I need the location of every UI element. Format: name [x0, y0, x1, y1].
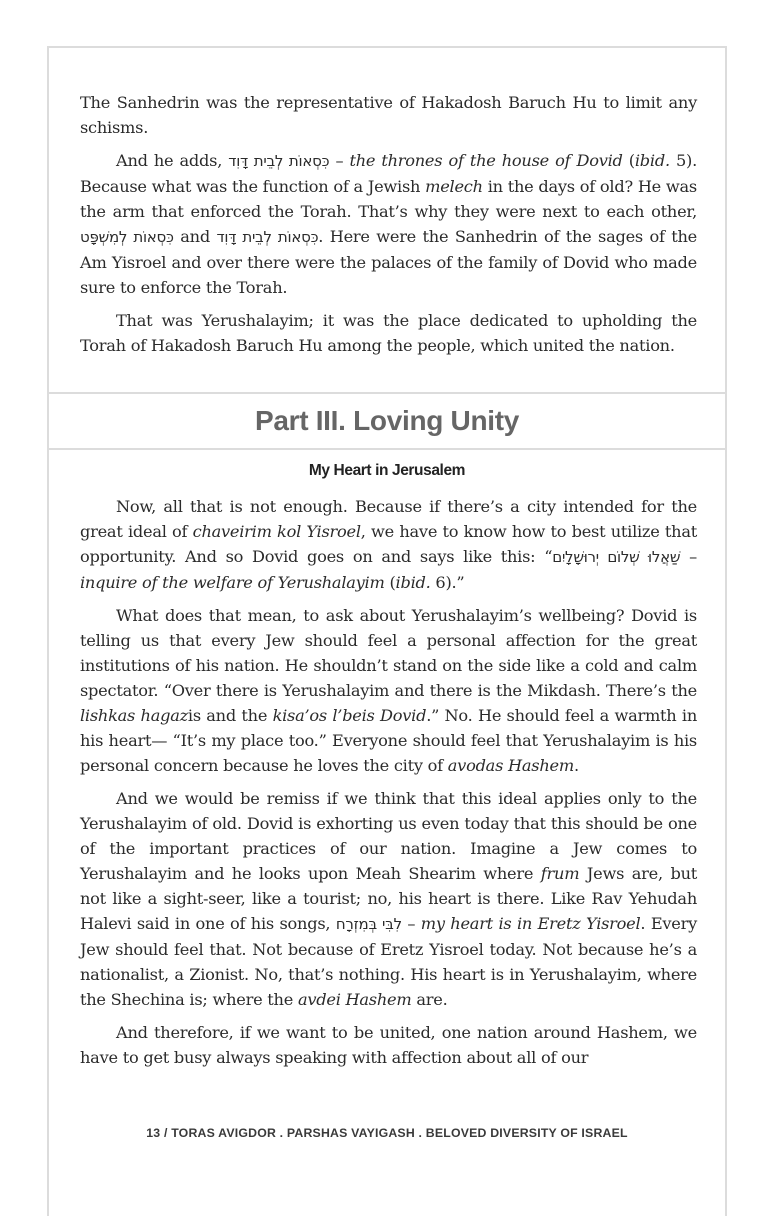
italic-term: frum: [540, 864, 580, 883]
page-footer: 13 / TORAS AVIGDOR . PARSHAS VAYIGASH . BELOVED DIVERSITY OF ISRAEL: [146, 1126, 628, 1140]
hebrew-quote: כִּסְאוֹת לְמִשְׁפָּט: [80, 228, 174, 246]
hebrew-quote: כִּסְאוֹת לְבֵית דָּוִד: [228, 152, 330, 170]
main-section: [80, 494, 697, 1078]
text-run: . Every Jew should feel that. Not because of Eretz Yisroel today. Not because he’s a nationalist, a Zionist. No, that’s nothing. His heart is in Yerushalayim, where the Shechina is; where the: [80, 914, 698, 1009]
italic-term: melech: [425, 177, 483, 196]
text-run: (: [384, 573, 396, 592]
text-run: in the days of old? He was the arm that enforced the Torah. That’s why they were next to each other,: [80, 177, 697, 221]
paragraph: [80, 148, 697, 300]
text-run: , we have to know how to best utilize that opportunity. And so Dovid goes on and says like this: “: [80, 522, 697, 566]
italic-term: inquire of the welfare of Yerushalayim: [80, 573, 385, 592]
hebrew-quote: לִבִּי בְּמִזְרָח: [335, 915, 402, 933]
paragraph: [80, 90, 697, 140]
text-run: are.: [411, 990, 448, 1009]
italic-term: ibid.: [395, 573, 431, 592]
text-run: .” No. He should feel a warmth in his heart— “It’s my place too.” Everyone should feel that Yerushalayim is his personal concern because he loves the city of: [80, 706, 697, 775]
text-run: And he adds,: [116, 151, 229, 170]
text-run: (: [622, 151, 635, 170]
italic-term: avdei Hashem: [297, 990, 412, 1009]
text-run: Jews are, but not like a sight-seer, like a tourist; no, his heart is there. Like Rav Yehudah Halevi said in one of his songs,: [80, 864, 697, 933]
text-run: –: [329, 151, 350, 170]
italic-term: chaveirim kol Yisroel: [192, 522, 361, 541]
text-run: 5). Because what was the function of a Jewish: [80, 151, 698, 196]
paragraph: [80, 308, 697, 358]
text-run: 6).”: [430, 573, 465, 592]
text-run: That was Yerushalayim; it was the place dedicated to upholding the Torah of Hakadosh Baruch Hu among the people, which united the nation.: [80, 311, 697, 355]
text-run: The Sanhedrin was the representative of Hakadosh Baruch Hu to limit any schisms.: [80, 93, 697, 137]
italic-term: lishkas hagaz: [80, 706, 188, 725]
paragraph: [80, 603, 697, 778]
paragraph: [80, 786, 697, 1012]
text-run: –: [401, 914, 421, 933]
top-section: [80, 90, 697, 366]
italic-term: the thrones of the house of Dovid: [349, 151, 623, 170]
part-title: Part III. Loving Unity: [254, 405, 520, 436]
hebrew-quote: שַׁאֲלוּ שְׁלוֹם יְרוּשָׁלָיִם: [552, 548, 681, 566]
text-run: . Here were the Sanhedrin of the sages of the Am Yisroel and over there were the palaces of the family of Dovid who made sure to enforce the Torah.: [80, 227, 698, 297]
text-run: What does that mean, to ask about Yerushalayim’s wellbeing? Dovid is telling us that every Jew should feel a personal affection for the great institutions of his nation. He shouldn’t stand on the side like a cold and calm spectator. “Over there is Yerushalayim and there is the Mikdash. There’s the: [80, 606, 697, 700]
hebrew-quote: כִּסְאוֹת לְבֵית דָּוִד: [216, 228, 319, 246]
italic-term: kisa’os l’beis Dovid: [272, 706, 427, 725]
text-run: Now, all that is not enough. Because if there’s a city intended for the great ideal of: [80, 497, 697, 541]
text-run: And we would be remiss if we think that this ideal applies only to the Yerushalayim of old. Dovid is exhorting us even today that this should be one of the important practices of our nation. Imagine a Jew comes to Yerushalayim and he looks upon Meah Shearim where: [80, 789, 697, 883]
italic-term: avodas Hashem: [447, 756, 574, 775]
text-run: .: [573, 756, 579, 775]
text-run: And therefore, if we want to be united, one nation around Hashem, we have to get busy always speaking with affection about all of our: [80, 1023, 697, 1067]
text-run: –: [680, 547, 697, 566]
section-subheading: My Heart in Jerusalem: [308, 462, 466, 479]
italic-term: my heart is in Eretz Yisroel: [420, 914, 641, 933]
text-run: is and the: [187, 706, 273, 725]
paragraph: [80, 1020, 697, 1070]
text-run: and: [173, 227, 217, 246]
paragraph: [80, 494, 697, 595]
book-page: [47, 46, 727, 1216]
italic-term: ibid.: [634, 151, 670, 170]
part-heading-band: [49, 392, 725, 450]
